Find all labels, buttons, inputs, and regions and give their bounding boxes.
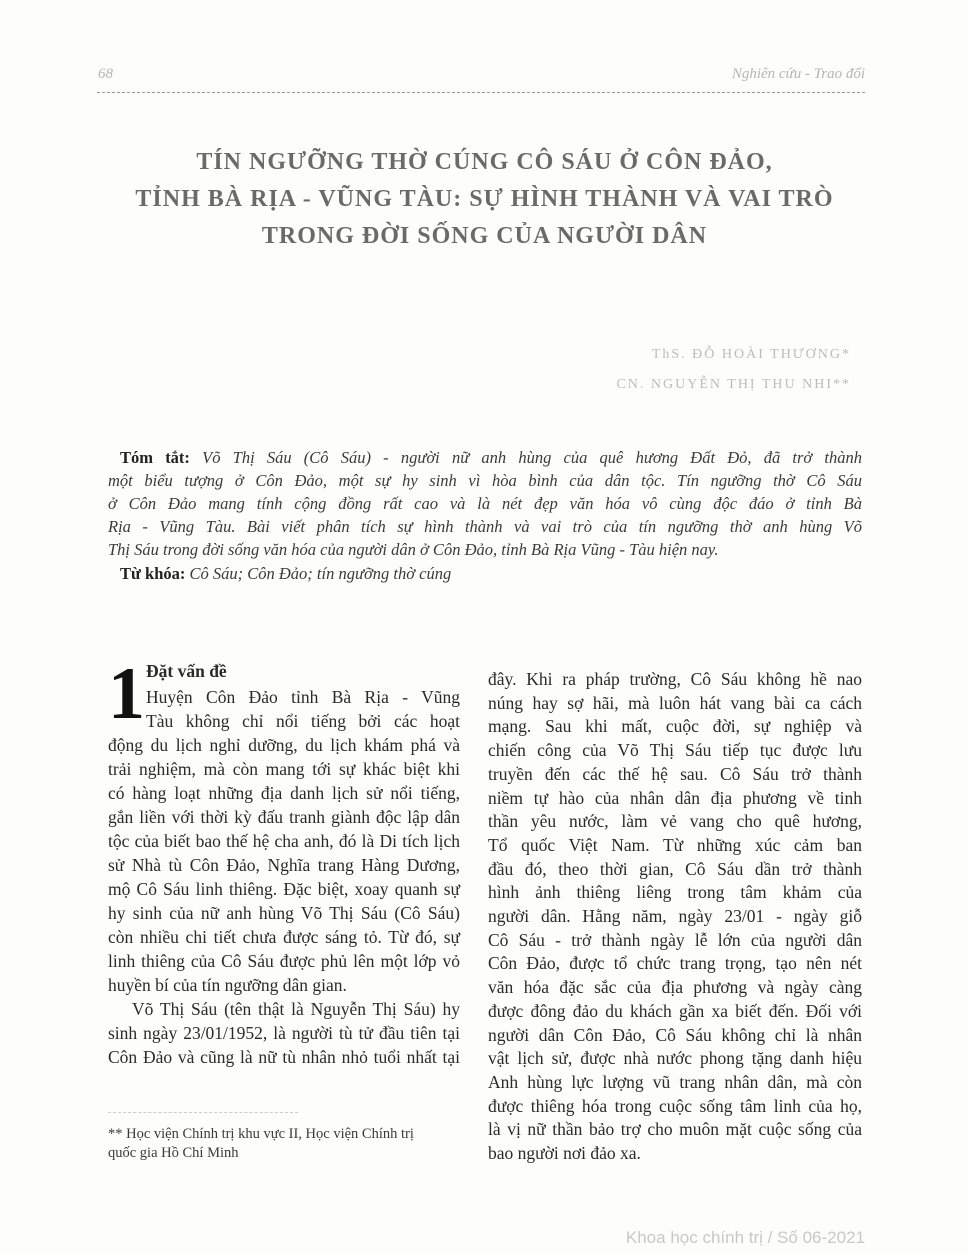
abstract-line: Rịa - Vũng Tàu. Bài viết phân tích sự hình thành và vai trò của tín ngưỡng thờ anh hùng Võ [108, 517, 862, 536]
abstract-line: một biểu tượng ở Côn Đảo, một sự hy sinh vì hòa bình của dân tộc. Tín ngưỡng thờ Cô Sáu [108, 471, 862, 490]
body-line: mộ Cô Sáu linh thiêng. Đặc biệt, xoay quanh sự [108, 879, 460, 899]
body-line: gắn liền với thời kỳ đấu tranh giành độc lập dân [108, 807, 460, 827]
body-line: được thiêng hóa trong cuộc sống tâm linh của họ, [488, 1095, 862, 1116]
body-line: niềm tự hào của nhân dân địa phương về tinh [488, 787, 862, 808]
body-line: truyền đến các thế hệ sau. Cô Sáu trở thành [488, 763, 862, 784]
body-line: sinh ngày 23/01/1952, là người tù tử đầu tiên tại [108, 1023, 460, 1043]
keywords-label: Từ khóa: [120, 564, 186, 583]
body-line: còn nhiều chi tiết chưa được sáng tỏ. Từ đó, sự [108, 927, 460, 947]
body-line: Côn Đảo, được tổ chức trang trọng, tạo nên nét [488, 953, 862, 974]
abstract-text: Võ Thị Sáu (Cô Sáu) - người nữ anh hùng của quê hương Đất Đỏ, đã trở thành [202, 448, 863, 467]
section-heading: Đặt vấn đề [146, 661, 227, 681]
body-line: Côn Đảo và cũng là nữ tù nhân nhỏ tuổi nhất tại [108, 1047, 460, 1067]
section-number-dropcap: 1 [108, 653, 145, 735]
keywords-line [120, 562, 862, 586]
body-line: mạng. Sau khi mất, cuộc đời, sự nghiệp và [488, 716, 862, 737]
abstract-line [120, 446, 862, 470]
title-line: TỈNH BÀ RỊA - VŨNG TÀU: SỰ HÌNH THÀNH VÀ VAI TRÒ [135, 186, 834, 212]
body-line: Tàu không chỉ nổi tiếng bởi các hoạt [146, 711, 460, 731]
footnote [108, 1125, 414, 1163]
authors [616, 340, 851, 400]
abstract-line: Thị Sáu trong đời sống văn hóa của người dân ở Côn Đảo, tỉnh Bà Rịa Vũng - Tàu hiện nay. [108, 540, 719, 559]
body-line: linh thiêng của Cô Sáu được phủ lên một lớp vỏ [108, 951, 460, 971]
author: ThS. ĐỖ HOÀI THƯƠNG* [651, 347, 851, 362]
abstract-line: ở Côn Đảo mang tính cộng đồng rất cao và là nét đẹp văn hóa vô cùng độc đáo ở tỉnh Bà [108, 494, 862, 513]
journal-footer: Khoa học chính trị / Số 06-2021 [625, 1228, 865, 1247]
header-rule [97, 92, 865, 93]
body-line: Anh hùng lực lượng vũ trang nhân dân, mà còn [488, 1071, 862, 1092]
body-line: văn hóa đặc sắc của địa phương và ngày càng [488, 977, 862, 998]
body-line: động du lịch nghỉ dưỡng, du lịch khám phá và [108, 735, 460, 755]
body-line: bao người nơi đảo xa. [488, 1143, 641, 1163]
body-line: Tổ quốc Việt Nam. Từ những xúc cảm ban [488, 834, 862, 855]
body-line: trải nghiệm, mà còn mang tới sự khác biệt khi [108, 759, 460, 779]
body-line: tộc của biết bao thế hệ cha anh, đó là Di tích lịch [108, 831, 460, 851]
body-line: hy sinh của nữ anh hùng Võ Thị Sáu (Cô Sáu) [108, 903, 460, 923]
footnote-line: quốc gia Hồ Chí Minh [108, 1145, 239, 1161]
abstract-label: Tóm tắt: [120, 448, 190, 467]
body-line: núng hay sợ hãi, mà luôn hát vang bài ca cách [488, 692, 862, 713]
body-line: Huyện Côn Đảo tỉnh Bà Rịa - Vũng [146, 687, 460, 707]
body-line: Võ Thị Sáu (tên thật là Nguyễn Thị Sáu) hy [132, 999, 460, 1019]
title-line: TRONG ĐỜI SỐNG CỦA NGƯỜI DÂN [261, 223, 708, 249]
body-line: chiến công của Võ Thị Sáu tiếp tục được lưu [488, 740, 862, 761]
body-line: hình ảnh thiêng liêng trong tâm khảm của [488, 882, 862, 903]
body-line: đây. Khi ra pháp trường, Cô Sáu không hề nao [488, 669, 862, 689]
body-line: có hàng loạt những địa danh lịch sử nổi tiếng, [108, 783, 460, 803]
body-line: đầu đó, theo thời gian, Cô Sáu dần trở thành [488, 858, 862, 879]
page-number: 68 [98, 66, 113, 82]
body-line: là vị nữ thần bảo trợ cho muôn mặt cuộc sống của [488, 1119, 862, 1140]
running-header: Nghiên cứu - Trao đổi [731, 66, 865, 82]
author: CN. NGUYỄN THỊ THU NHI** [616, 377, 851, 392]
article-title [80, 144, 889, 255]
body-line: sử Nhà tù Côn Đảo, Nghĩa trang Hàng Dương, [108, 855, 460, 875]
body-line: vật lịch sử, được nhà nước phong tặng danh hiệu [488, 1048, 862, 1069]
body-line: huyền bí của tín ngưỡng dân gian. [108, 975, 347, 995]
body-line: thần yêu nước, làm vẻ vang cho quê hương, [488, 811, 862, 832]
body-line: Cô Sáu - trở thành ngày lễ lớn của người dân [488, 929, 862, 950]
body-line: người dân. Hằng năm, ngày 23/01 - ngày giỗ [488, 906, 862, 926]
body-line: được đông đảo du khách gần xa biết đến. Đối với [488, 1000, 862, 1021]
footnote-rule [108, 1112, 298, 1113]
title-line: TÍN NGƯỠNG THỜ CÚNG CÔ SÁU Ở CÔN ĐẢO, [196, 149, 773, 175]
keywords: Cô Sáu; Côn Đảo; tín ngưỡng thờ cúng [189, 564, 452, 583]
body-line: người dân Côn Đảo, Cô Sáu không chỉ là nhân [488, 1024, 862, 1045]
footnote-line: ** Học viện Chính trị khu vực II, Học viện Chính trị [108, 1126, 414, 1142]
